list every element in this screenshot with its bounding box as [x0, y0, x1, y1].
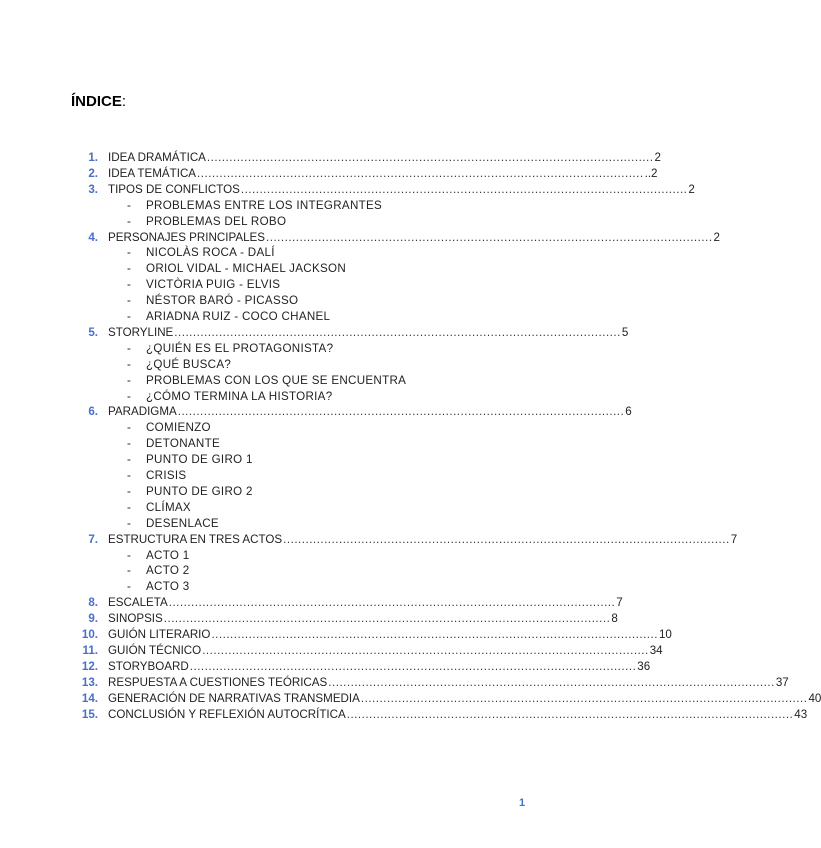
toc-entry[interactable]	[0, 404, 632, 419]
toc-entry-label: IDEA DRAMÁTICA	[108, 151, 206, 164]
toc-subentry	[0, 484, 600, 499]
toc-entry-number: 15.	[81, 707, 98, 721]
dash-bullet: -	[127, 548, 131, 562]
toc-entry-page: 8	[611, 612, 618, 626]
toc-entry-number: 9.	[88, 612, 98, 626]
toc-leader-dots: ........................................................................................................................	[240, 182, 688, 196]
toc-leader-dots: ........................................................................................................................	[283, 532, 730, 546]
toc-entry-link[interactable]	[108, 532, 738, 547]
toc-entry-link[interactable]	[108, 627, 672, 642]
toc-subentry	[0, 214, 600, 229]
toc-subentry-label: NICOLÀS ROCA - DALÍ	[146, 246, 275, 260]
toc-subentry-label: DETONANTE	[146, 437, 220, 451]
toc-entry-number: 10.	[81, 628, 98, 641]
toc-subentry-label: ¿QUIÉN ES EL PROTAGONISTA?	[146, 341, 334, 355]
toc-subentry-label: ACTO 1	[146, 548, 190, 562]
toc-entry-page: 2	[713, 230, 720, 244]
toc-entry-number: 14.	[81, 691, 98, 705]
dash-bullet: -	[127, 516, 131, 530]
toc-subentry	[0, 516, 600, 531]
toc-subentry	[0, 261, 600, 276]
toc-entry-page: 37	[775, 675, 789, 689]
dash-bullet: -	[127, 198, 131, 212]
toc-entry-page: 2	[688, 182, 695, 196]
toc-entry-label: STORYBOARD	[108, 659, 189, 673]
toc-entry-link[interactable]	[108, 230, 720, 245]
dash-bullet: -	[127, 580, 131, 594]
page-number: 1	[519, 797, 526, 809]
toc-entry[interactable]	[0, 643, 663, 658]
toc-entry-label: CONCLUSIÓN Y REFLEXIÓN AUTOCRÍTICA	[108, 707, 346, 721]
toc-subentry-label: PUNTO DE GIRO 1	[146, 453, 253, 467]
toc-entry-link[interactable]	[108, 595, 623, 610]
toc-subentry-label: DESENLACE	[146, 516, 219, 530]
page-title-colon: :	[121, 93, 127, 110]
toc-entry[interactable]	[0, 532, 738, 547]
toc-entry-link[interactable]	[108, 325, 629, 340]
toc-leader-dots: ........................................................................................................................	[202, 643, 649, 657]
dash-bullet: -	[127, 484, 131, 498]
toc-entry-label: TIPOS DE CONFLICTOS	[108, 182, 240, 196]
toc-leader-dots: ........................................................................................................................	[163, 612, 611, 626]
toc-entry[interactable]	[0, 150, 661, 165]
toc-entry[interactable]	[0, 707, 808, 722]
dash-bullet: -	[127, 341, 131, 355]
toc-entry-page: 2	[654, 151, 661, 164]
toc-subentry-label: ¿QUÉ BUSCA?	[146, 357, 232, 371]
toc-entry-page: 7	[730, 532, 738, 546]
toc-entry[interactable]	[0, 675, 789, 690]
toc-entry-label: GUIÓN TÉCNICO	[108, 643, 202, 657]
dash-bullet: -	[127, 564, 131, 578]
toc-entry[interactable]	[0, 691, 821, 706]
toc-leader-dots: ........................................................................................................................	[177, 405, 625, 419]
dash-bullet: -	[127, 262, 131, 276]
toc-subentry-label: PROBLEMAS DEL ROBO	[146, 214, 287, 228]
dash-bullet: -	[127, 373, 131, 387]
page-title-text: ÍNDICE	[71, 93, 122, 110]
toc-entry-link[interactable]	[108, 675, 789, 690]
toc-leader-dots: ........................................................................................................................	[346, 707, 794, 721]
toc-entry-link[interactable]	[108, 611, 618, 626]
toc-entry[interactable]	[0, 166, 658, 181]
toc-subentry	[0, 468, 600, 483]
toc-subentry	[0, 373, 600, 388]
toc-subentry	[0, 293, 600, 308]
toc-entry-link[interactable]	[108, 150, 661, 165]
toc-subentry-label: NÉSTOR BARÓ - PICASSO	[146, 294, 299, 308]
toc-subentry-label: CLÍMAX	[146, 500, 191, 514]
toc-subentry	[0, 548, 600, 563]
dash-bullet: -	[127, 453, 131, 467]
dash-bullet: -	[127, 469, 131, 482]
toc-entry-number: 4.	[88, 230, 98, 244]
toc-entry-label: GENERACIÓN DE NARRATIVAS TRANSMEDIA	[108, 691, 360, 705]
toc-leader-dots: ........................................................................................................................	[211, 628, 658, 641]
toc-entry-number: 8.	[88, 596, 98, 610]
toc-entry-label: SINOPSIS	[108, 612, 163, 626]
toc-subentry-label: PROBLEMAS ENTRE LOS INTEGRANTES	[146, 198, 383, 212]
toc-entry-number: 11.	[82, 643, 98, 657]
toc-entry-number: 3.	[88, 182, 98, 196]
toc-entry-page: 5	[621, 325, 629, 339]
toc-entry-link[interactable]	[108, 182, 695, 197]
toc-subentry-label: PROBLEMAS CON LOS QUE SE ENCUENTRA	[146, 373, 407, 387]
toc-entry[interactable]	[0, 325, 629, 340]
toc-entry-label: ESCALETA	[108, 596, 168, 610]
toc-entry[interactable]	[0, 627, 672, 642]
dash-bullet: -	[127, 357, 131, 371]
toc-subentry-label: CRISIS	[146, 469, 187, 482]
toc-leader-dots: ........................................................................................................................	[197, 166, 644, 180]
toc-subentry-label: ¿CÓMO TERMINA LA HISTORIA?	[146, 389, 333, 403]
toc-entry-label: PARADIGMA	[108, 405, 177, 419]
toc-entry-label: STORYLINE	[108, 325, 174, 339]
toc-leader-dots: ........................................................................................................................	[174, 325, 621, 339]
toc-entry-number: 6.	[88, 405, 98, 419]
toc-entry-number: 5.	[88, 325, 98, 339]
dash-bullet: -	[127, 389, 131, 403]
toc-entry-label: ESTRUCTURA EN TRES ACTOS	[108, 532, 283, 546]
dash-bullet: -	[127, 294, 131, 308]
toc-entry-link[interactable]	[108, 404, 632, 419]
toc-leader-dots: ........................................................................................................................	[266, 230, 713, 244]
toc-entry-label: PERSONAJES PRINCIPALES	[108, 230, 265, 244]
toc-entry[interactable]	[0, 611, 618, 626]
toc-entry[interactable]	[0, 182, 695, 197]
toc-subentry	[0, 341, 600, 356]
toc-entry-page: ..2	[644, 166, 658, 180]
toc-leader-dots: ........................................................................................................................	[206, 151, 654, 164]
toc-entry-page: 40	[808, 691, 821, 705]
dash-bullet: -	[127, 214, 131, 228]
toc-subentry	[0, 198, 600, 213]
toc-entry-number: 7.	[88, 532, 98, 546]
dash-bullet: -	[127, 310, 131, 323]
toc-entry-label: GUIÓN LITERARIO	[108, 628, 211, 641]
toc-subentry	[0, 579, 600, 594]
dash-bullet: -	[127, 421, 131, 435]
toc-subentry-label: ACTO 2	[146, 564, 190, 578]
toc-entry-page: 10	[658, 628, 672, 641]
toc-subentry-label: COMIENZO	[146, 421, 211, 435]
toc-leader-dots: ........................................................................................................................	[328, 675, 775, 689]
toc-subentry	[0, 436, 600, 451]
toc-entry[interactable]	[0, 595, 623, 610]
toc-entry-page: 7	[616, 596, 623, 610]
toc-entry-link[interactable]	[108, 707, 808, 722]
toc-entry-number: 13.	[81, 675, 98, 689]
toc-entry[interactable]	[0, 230, 720, 245]
toc-leader-dots: ........................................................................................................................	[189, 659, 637, 673]
toc-entry-link[interactable]	[108, 691, 821, 706]
dash-bullet: -	[127, 246, 131, 260]
toc-entry-label: RESPUESTA A CUESTIONES TEÓRICAS	[108, 675, 328, 689]
toc-entry-page: 6	[625, 405, 632, 419]
toc-entry[interactable]	[0, 659, 651, 674]
toc-subentry	[0, 452, 600, 467]
toc-leader-dots: ........................................................................................................................	[360, 691, 808, 705]
toc-subentry	[0, 277, 600, 292]
dash-bullet: -	[127, 278, 131, 292]
dash-bullet: -	[127, 500, 131, 514]
toc-subentry-label: VICTÒRIA PUIG - ELVIS	[146, 278, 281, 292]
toc-entry-page: 34	[649, 643, 663, 657]
toc-leader-dots: ........................................................................................................................	[168, 596, 616, 610]
toc-entry-link[interactable]	[108, 166, 658, 181]
toc-subentry-label: ACTO 3	[146, 580, 190, 594]
toc-entry-link[interactable]	[108, 659, 651, 674]
toc-entry-link[interactable]	[108, 643, 663, 658]
toc-subentry	[0, 389, 600, 404]
toc-subentry	[0, 563, 600, 578]
dash-bullet: -	[127, 437, 131, 451]
toc-entry-page: 43	[794, 707, 808, 721]
toc-entry-number: 2.	[88, 166, 98, 180]
toc-subentry	[0, 500, 600, 515]
toc-subentry	[0, 245, 600, 260]
toc-subentry	[0, 357, 600, 372]
toc-entry-page: 36	[637, 659, 651, 673]
toc-subentry	[0, 420, 600, 435]
toc-subentry-label: ORIOL VIDAL - MICHAEL JACKSON	[146, 262, 347, 276]
toc-subentry-label: PUNTO DE GIRO 2	[146, 484, 253, 498]
toc-entry-number: 1.	[88, 151, 98, 164]
toc-subentry-label: ARIADNA RUIZ - COCO CHANEL	[146, 310, 331, 323]
toc-entry-number: 12.	[81, 659, 98, 673]
toc-entry-label: IDEA TEMÁTICA	[108, 166, 197, 180]
toc-subentry	[0, 309, 600, 324]
